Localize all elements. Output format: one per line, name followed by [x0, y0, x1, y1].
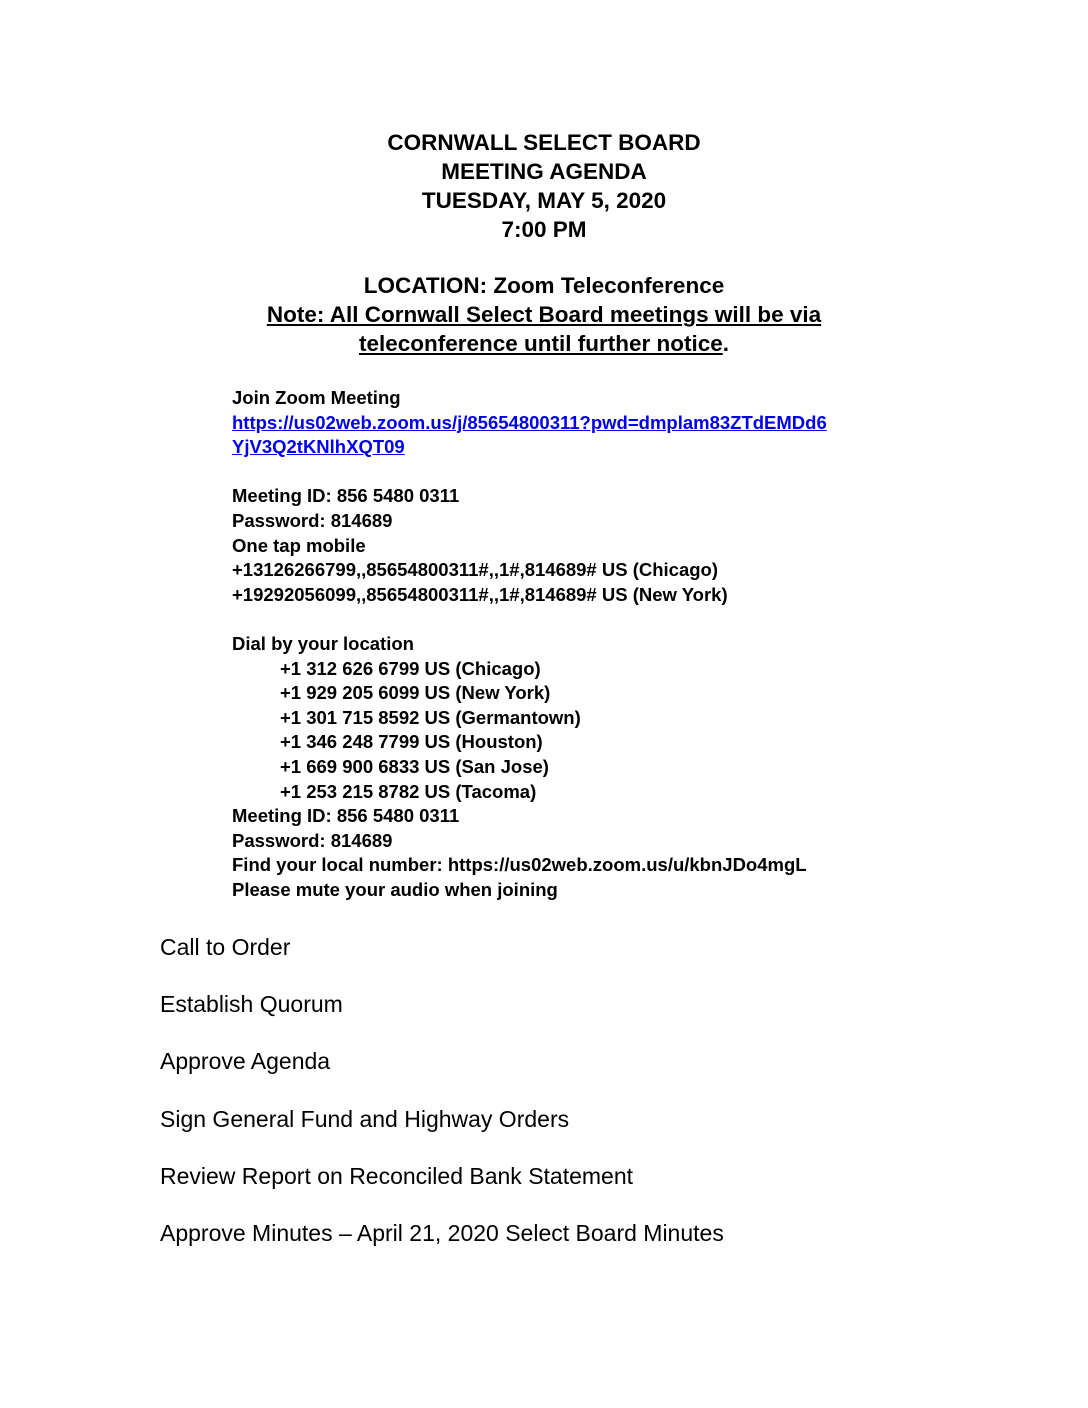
dial-number: +1 929 205 6099 US (New York) [280, 682, 551, 704]
title-block [0, 128, 1088, 244]
one-tap-new-york: +19292056099,,85654800311#,,1#,814689# US (New York) [232, 583, 728, 605]
dial-by-location-label: Dial by your location [232, 632, 414, 654]
location-block [0, 271, 1088, 358]
zoom-link-line1[interactable]: https://us02web.zoom.us/j/85654800311?pwd=dmplam83ZTdEMDd6 [232, 411, 827, 433]
teleconference-note-line2-wrap [0, 329, 1088, 358]
dial-number: +1 253 215 8782 US (Tacoma) [280, 780, 537, 802]
teleconference-note-line1: Note: All Cornwall Select Board meetings will be via [266, 302, 822, 327]
dial-number: +1 346 248 7799 US (Houston) [280, 731, 543, 753]
agenda-item: Establish Quorum [160, 991, 343, 1018]
dial-number: +1 301 715 8592 US (Germantown) [280, 706, 581, 728]
agenda-item: Sign General Fund and Highway Orders [160, 1105, 570, 1132]
find-local-number: Find your local number: https://us02web.zoom.us/u/kbnJDo4mgL [232, 854, 807, 876]
dial-number: +1 312 626 6799 US (Chicago) [280, 657, 541, 679]
zoom-details [232, 386, 827, 902]
agenda-item: Call to Order [160, 934, 291, 960]
note-period: . [722, 331, 730, 356]
one-tap-label: One tap mobile [232, 534, 366, 556]
agenda-item: Review Report on Reconciled Bank Statement [160, 1162, 634, 1189]
meeting-date: TUESDAY, MAY 5, 2020 [421, 188, 667, 213]
spacer [232, 607, 827, 632]
mute-audio-note: Please mute your audio when joining [232, 878, 558, 900]
meeting-password-repeat: Password: 814689 [232, 829, 393, 851]
meeting-password: Password: 814689 [232, 509, 393, 531]
agenda-items [160, 932, 724, 1275]
one-tap-chicago: +13126266799,,85654800311#,,1#,814689# US (Chicago) [232, 559, 719, 581]
agenda-item: Approve Agenda [160, 1048, 331, 1075]
meeting-time: 7:00 PM [501, 217, 587, 242]
meeting-id-repeat: Meeting ID: 856 5480 0311 [232, 805, 460, 827]
teleconference-note-line2: teleconference until further notice [358, 331, 723, 356]
agenda-item: Approve Minutes – April 21, 2020 Select Board Minutes [160, 1219, 724, 1246]
board-name: CORNWALL SELECT BOARD [387, 130, 701, 155]
dial-number: +1 669 900 6833 US (San Jose) [280, 755, 549, 777]
meeting-id: Meeting ID: 856 5480 0311 [232, 485, 460, 507]
zoom-link-line2[interactable]: YjV3Q2tKNlhXQT09 [232, 436, 405, 458]
document-title: MEETING AGENDA [441, 159, 647, 184]
meeting-location: LOCATION: Zoom Teleconference [363, 273, 725, 298]
join-zoom-label: Join Zoom Meeting [232, 387, 401, 408]
spacer [232, 460, 827, 485]
